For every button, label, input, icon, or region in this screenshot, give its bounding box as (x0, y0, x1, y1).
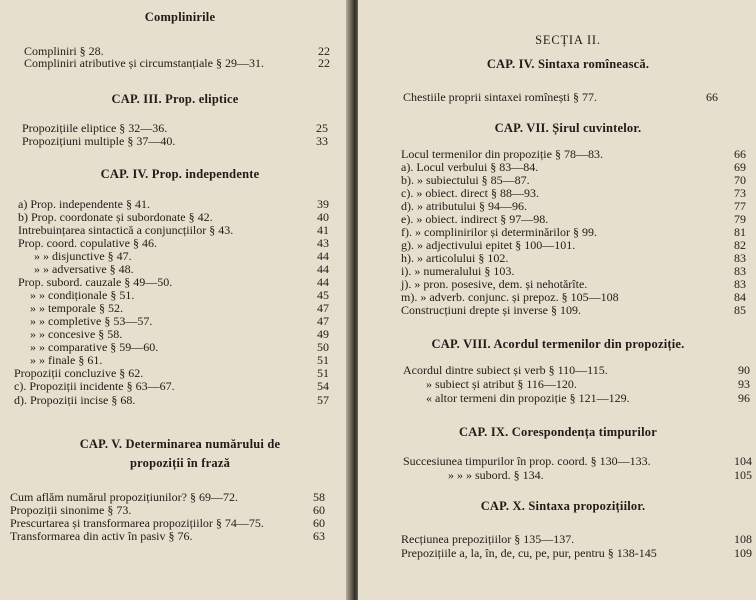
toc-entry: » » disjunctive § 47. (34, 249, 132, 263)
toc-page-number: 83 (734, 277, 746, 291)
toc-page-number: 45 (317, 288, 329, 302)
toc-page-number: 22 (318, 44, 330, 58)
toc-page-number: 25 (316, 121, 328, 135)
toc-page-number: 22 (318, 56, 330, 70)
right-page (358, 0, 756, 600)
toc-page-number: 58 (313, 490, 325, 504)
toc-page-number: 49 (317, 327, 329, 341)
toc-entry: m). » adverb. conjunc. și prepoz. § 105—108 (401, 290, 619, 304)
toc-page-number: 66 (734, 147, 746, 161)
toc-entry: Intrebuințarea sintactică a conjuncțiilor § 43. (18, 223, 234, 237)
toc-entry: Prepozițiile a, la, în, de, cu, pe, pur, pentru § 138-145 (401, 546, 657, 560)
toc-page-number: 57 (317, 393, 329, 407)
toc-entry: « altor termeni din propoziție § 121—129. (426, 391, 630, 405)
toc-page-number: 47 (317, 314, 329, 328)
toc-page-number: 70 (734, 173, 746, 187)
toc-page-number: 33 (316, 134, 328, 148)
toc-page-number: 69 (734, 160, 746, 174)
toc-page-number: 79 (734, 212, 746, 226)
section-heading: CAP. III. Prop. eliptice (111, 92, 239, 106)
toc-entry: Propozițiuni multiple § 37—40. (22, 134, 176, 148)
toc-entry: » » adversative § 48. (34, 262, 134, 276)
toc-entry: d). Propoziții incise § 68. (14, 393, 136, 407)
toc-page-number: 44 (317, 275, 329, 289)
section-heading: SECȚIA II. (535, 33, 601, 47)
toc-page-number: 39 (317, 197, 329, 211)
toc-entry: » » condiționale § 51. (30, 288, 135, 302)
toc-entry: b). » subiectului § 85—87. (401, 173, 530, 187)
section-heading: CAP. VII. Șirul cuvintelor. (494, 121, 642, 135)
toc-entry: Chestiile proprii sintaxei romînești § 77. (403, 90, 597, 104)
toc-page-number: 43 (317, 236, 329, 250)
toc-page-number: 50 (317, 340, 329, 354)
toc-entry: a). Locul verbului § 83—84. (401, 160, 539, 174)
toc-entry: i). » numeralului § 103. (401, 264, 515, 278)
toc-page-number: 44 (317, 249, 329, 263)
toc-entry: Succesiunea timpurilor în prop. coord. § 130—133. (403, 454, 651, 468)
toc-entry: Propoziții sinonime § 73. (10, 503, 132, 517)
section-heading: Complinirile (144, 10, 216, 24)
toc-entry: Construcțiuni drepte și inverse § 109. (401, 303, 581, 317)
toc-page-number: 82 (734, 238, 746, 252)
toc-entry: Prop. coord. copulative § 46. (18, 236, 157, 250)
left-page (0, 0, 352, 600)
toc-page-number: 93 (738, 377, 750, 391)
toc-entry: Cum aflăm numărul propozițiunilor? § 69—72. (10, 490, 238, 504)
section-heading: CAP. V. Determinarea numărului de (79, 437, 281, 451)
toc-entry: Locul termenilor din propoziție § 78—83. (401, 147, 603, 161)
toc-entry: Prescurtarea și transformarea propozițiilor § 74—75. (10, 516, 264, 530)
toc-page-number: 51 (317, 353, 329, 367)
toc-entry: Transformarea din activ în pasiv § 76. (10, 529, 193, 543)
toc-page-number: 54 (317, 379, 329, 393)
toc-entry: » » comparative § 59—60. (30, 340, 159, 354)
toc-page-number: 77 (734, 199, 746, 213)
toc-page-number: 66 (706, 90, 718, 104)
toc-entry: c). » obiect. direct § 88—93. (401, 186, 539, 200)
toc-page-number: 96 (738, 391, 750, 405)
toc-page-number: 85 (734, 303, 746, 317)
toc-page-number: 51 (317, 366, 329, 380)
toc-page-number: 47 (317, 301, 329, 315)
toc-page-number: 109 (734, 546, 752, 560)
toc-page-number: 105 (734, 468, 752, 482)
section-heading: CAP. VIII. Acordul termenilor din propoziție. (431, 337, 685, 351)
toc-page-number: 90 (738, 363, 750, 377)
toc-page-number: 83 (734, 264, 746, 278)
toc-entry: Compliniri § 28. (24, 44, 104, 58)
toc-page-number: 108 (734, 532, 752, 546)
toc-page-number: 83 (734, 251, 746, 265)
toc-entry: b) Prop. coordonate și subordonate § 42. (18, 210, 213, 224)
toc-page-number: 104 (734, 454, 752, 468)
section-heading: CAP. IV. Prop. independente (100, 167, 260, 181)
toc-entry: » » concesive § 58. (30, 327, 123, 341)
toc-entry: Compliniri atributive și circumstanțiale § 29—31. (24, 56, 264, 70)
toc-entry: g). » adjectivului epitet § 100—101. (401, 238, 576, 252)
toc-entry: c). Propoziții incidente § 63—67. (14, 379, 175, 393)
toc-page-number: 60 (313, 503, 325, 517)
toc-page-number: 60 (313, 516, 325, 530)
section-heading: CAP. IX. Corespondența timpurilor (459, 425, 657, 439)
toc-entry: Propoziții concluzive § 62. (14, 366, 144, 380)
toc-entry: Propozițiile eliptice § 32—36. (22, 121, 168, 135)
section-heading: CAP. IV. Sintaxa romînească. (486, 57, 650, 71)
toc-entry: » » completive § 53—57. (30, 314, 153, 328)
toc-entry: » » » subord. § 134. (448, 468, 544, 482)
toc-entry: » subiect și atribut § 116—120. (426, 377, 577, 391)
toc-entry: e). » obiect. indirect § 97—98. (401, 212, 549, 226)
toc-page-number: 84 (734, 290, 746, 304)
toc-entry: » » finale § 61. (30, 353, 103, 367)
toc-page-number: 73 (734, 186, 746, 200)
section-heading: CAP. X. Sintaxa propozițiilor. (480, 499, 646, 513)
toc-page-number: 63 (313, 529, 325, 543)
toc-entry: a) Prop. independente § 41. (18, 197, 150, 211)
toc-page-number: 41 (317, 223, 329, 237)
section-heading-continued: propoziții în frază (129, 456, 231, 470)
toc-entry: j). » pron. posesive, dem. și nehotărîte. (401, 277, 588, 291)
toc-entry: d). » atributului § 94—96. (401, 199, 527, 213)
toc-entry: Recțiunea prepozițiilor § 135—137. (401, 532, 575, 546)
toc-entry: Acordul dintre subiect și verb § 110—115. (403, 363, 608, 377)
toc-entry: Prop. subord. cauzale § 49—50. (18, 275, 173, 289)
toc-page-number: 81 (734, 225, 746, 239)
toc-page-number: 40 (317, 210, 329, 224)
toc-entry: » » temporale § 52. (30, 301, 123, 315)
toc-entry: f). » complinirilor și determinărilor § 99. (401, 225, 597, 239)
toc-page-number: 44 (317, 262, 329, 276)
toc-entry: h). » articolului § 102. (401, 251, 509, 265)
